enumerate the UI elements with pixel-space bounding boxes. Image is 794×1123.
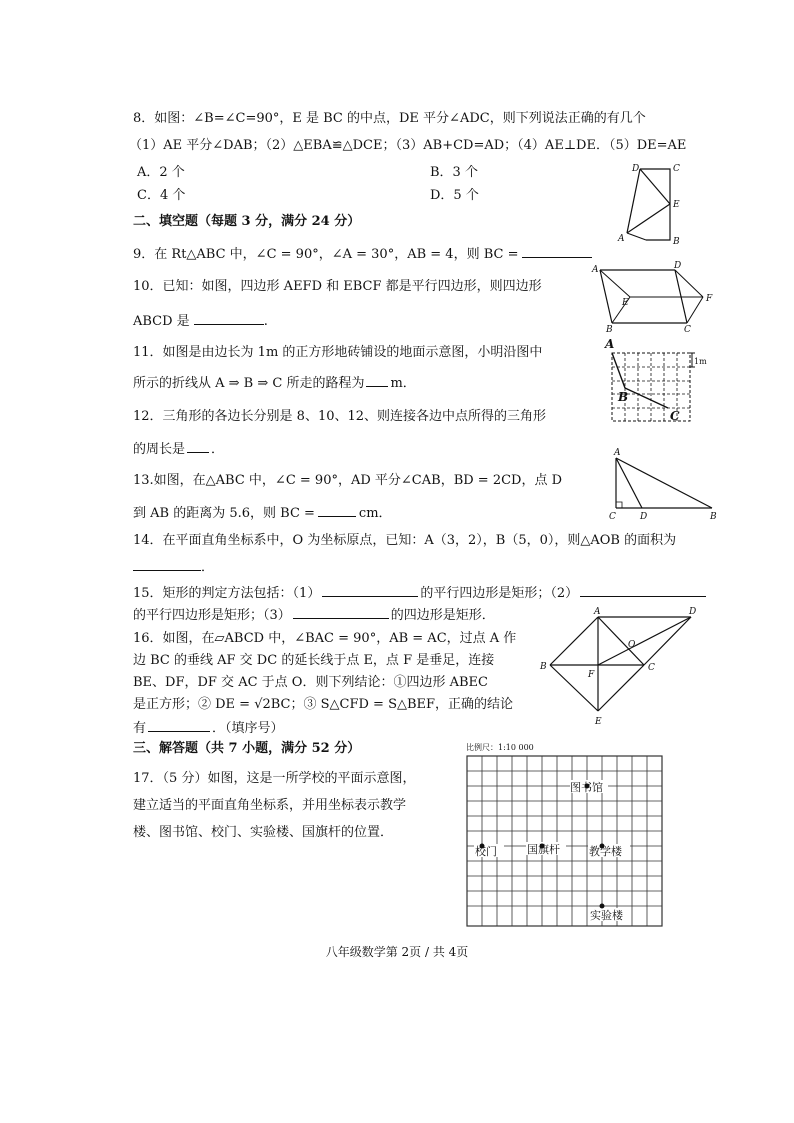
q16-label-b: B (540, 662, 547, 672)
figure-line (640, 169, 670, 204)
q16-line3: BE、DF，DF 交 AC 于点 O．则下列结论：①四边形 ABEC (133, 675, 488, 690)
q16-figure (536, 607, 706, 727)
q15-part2: 的平行四边形是矩形；（2） (420, 586, 579, 601)
q16-line1: 16．如图，在▱ABCD 中，∠BAC = 90°，AB = AC，过点 A 作 (133, 631, 517, 646)
figure-line (627, 233, 646, 240)
q10-label-d: D (674, 261, 682, 271)
school-map (462, 740, 672, 930)
q8-option-c: C．4 个 (137, 188, 186, 203)
q16-line2: 边 BC 的垂线 AF 交 DC 的延长线于点 E，点 F 是垂足，连接 (133, 653, 495, 668)
q12-line2-text: 的周长是 (133, 442, 186, 457)
figure-polyline (640, 169, 670, 240)
q13-line1: 13.如图，在△ABC 中，∠C = 90°，AD 平分∠CAB，BD = 2CD，点 D (133, 473, 563, 488)
q16-label-a: A (594, 607, 601, 617)
q13-unit: cm． (358, 506, 392, 521)
q11-answer-blank[interactable] (366, 374, 388, 387)
map-library-label: 图书馆 (570, 781, 603, 794)
figure-line (598, 617, 644, 665)
q16-label-e: E (595, 717, 602, 727)
q13-answer-blank[interactable] (318, 504, 356, 517)
q8-label-d: D (632, 164, 640, 174)
q16-label-o: O (628, 640, 636, 650)
q16-line5-text: 有 (133, 721, 147, 736)
q12-period: ． (211, 442, 225, 457)
figure-line (598, 617, 691, 665)
q16-line5 (133, 719, 284, 738)
q15-part4: 的四边形是矩形． (390, 608, 495, 623)
q9-answer-blank[interactable] (522, 245, 592, 258)
q8-label-e: E (673, 200, 680, 210)
q8-statements: （1）AE 平分∠DAB；（2）△EBA≌△DCE；（3）AB+CD=AD；（4）AE⊥DE．（5）DE=AE (129, 138, 687, 153)
figure-line (598, 665, 644, 711)
q16-label-d: D (689, 607, 697, 617)
q15-part3: 的平行四边形是矩形；（3） (133, 608, 291, 623)
q11-line2 (133, 374, 416, 393)
q10-answer-blank[interactable] (194, 312, 264, 325)
q15-blank-2[interactable] (580, 584, 706, 597)
figure-line (687, 297, 703, 323)
page-footer: 八年级数学第 2页 / 共 4页 (325, 945, 469, 959)
q16-label-c: C (648, 663, 655, 673)
q14-period: ． (201, 560, 215, 575)
q11-figure (600, 336, 710, 431)
figure-rect (467, 756, 662, 926)
q8-label-c: C (673, 164, 680, 174)
q15-line2 (133, 606, 495, 625)
figure-line (616, 458, 642, 508)
q16-label-f: F (588, 670, 595, 680)
q8-figure (618, 162, 688, 252)
q9-line (133, 245, 592, 264)
map-teaching-label: 教学楼 (589, 845, 622, 858)
q10-line2-text: ABCD 是 (133, 314, 190, 329)
q17-line3: 楼、图书馆、校门、实验楼、国旗杆的位置． (133, 825, 394, 840)
q14-line1: 14．在平面直角坐标系中，O 为坐标原点，已知：A（3，2），B（5，0），则△AOB 的面积为 (133, 533, 677, 548)
q16-line4: 是正方形；② DE = √2BC；③ S△CFD = S△BEF，正确的结论 (133, 697, 514, 712)
q13-label-c: C (609, 512, 616, 522)
q12-line2 (133, 440, 224, 459)
q13-label-a: A (614, 448, 621, 458)
q16-answer-blank[interactable] (148, 719, 210, 732)
section3-title: 三、解答题（共 7 小题，满分 52 分） (133, 741, 361, 756)
q10-label-b: B (606, 325, 613, 335)
q11-label-b: B (618, 390, 629, 404)
map-lab-label: 实验楼 (590, 909, 623, 922)
q15-line1 (133, 584, 706, 603)
figure-line (627, 204, 670, 233)
map-scale: 比例尺：1:10 000 (466, 743, 534, 752)
figure-line (627, 169, 640, 233)
q11-unit: m． (390, 376, 416, 391)
q14-answer-blank[interactable] (133, 558, 201, 571)
q13-figure (604, 448, 719, 523)
q10-label-c: C (684, 325, 691, 335)
q14-line2 (133, 558, 214, 577)
q17-line1: 17．（5 分）如图，这是一所学校的平面示意图， (133, 771, 416, 786)
q10-label-f: F (706, 294, 713, 304)
map-lab-dot (600, 904, 605, 909)
q11-label-a: A (605, 337, 615, 351)
q15-part1: 15．矩形的判定方法包括：（1） (133, 586, 321, 601)
q10-label-a: A (592, 265, 599, 275)
q8-label-a: A (618, 234, 625, 244)
q11-line1: 11．如图是由边长为 1m 的正方形地砖铺设的地面示意图，小明沿图中 (133, 345, 543, 360)
q8-stem: 8．如图：∠B=∠C=90°，E 是 BC 的中点，DE 平分∠ADC，则下列说法正确的有几个 (133, 111, 646, 126)
figure-polyline (616, 502, 622, 508)
figure-line (644, 617, 691, 665)
q10-line2: ABCD 是 . (133, 314, 268, 329)
map-flagpole-label: 国旗杆 (527, 843, 560, 856)
figure-line (600, 270, 630, 297)
q8-option-a: A．2 个 (137, 165, 185, 180)
q8-option-d: D．5 个 (430, 188, 479, 203)
q15-blank-3[interactable] (293, 606, 389, 619)
q13-label-d: D (640, 512, 648, 522)
figure-line (625, 388, 668, 408)
q13-line2-text: 到 AB 的距离为 5.6，则 BC = (133, 506, 315, 521)
q10-line1: 10．已知：如图，四边形 AEFD 和 EBCF 都是平行四边形，则四边形 (133, 279, 542, 294)
figure-line (616, 458, 712, 508)
figure-line (612, 353, 625, 388)
q15-blank-1[interactable] (322, 584, 418, 597)
q11-label-c: C (670, 409, 680, 423)
map-gate-label: 校门 (475, 845, 497, 858)
q12-line1: 12．三角形的各边长分别是 8、10、12、则连接各边中点所得的三角形 (133, 409, 547, 424)
q13-label-b: B (710, 512, 717, 522)
q8-option-b: B．3 个 (430, 165, 478, 180)
q10-figure (590, 262, 720, 337)
section2-title: 二、填空题（每题 3 分，满分 24 分） (133, 214, 361, 229)
q17-line2: 建立适当的平面直角坐标系，并用坐标表示教学 (133, 798, 407, 813)
q12-answer-blank[interactable] (187, 440, 209, 453)
figure-line (675, 270, 703, 297)
q10-label-e: E (622, 298, 629, 308)
figure-line (550, 617, 598, 665)
figure-line (600, 270, 612, 323)
q13-line2 (133, 504, 392, 523)
q11-label-unit: 1m (694, 357, 707, 366)
q8-label-b: B (673, 237, 680, 247)
q11-line2-text: 所示的折线从 A ⇒ B ⇒ C 所走的路程为 (133, 376, 365, 391)
q9-text: 9．在 Rt△ABC 中，∠C = 90°，∠A = 30°，AB = 4，则 BC = (133, 247, 519, 262)
q16-line5-post: ．（填序号） (212, 721, 284, 736)
